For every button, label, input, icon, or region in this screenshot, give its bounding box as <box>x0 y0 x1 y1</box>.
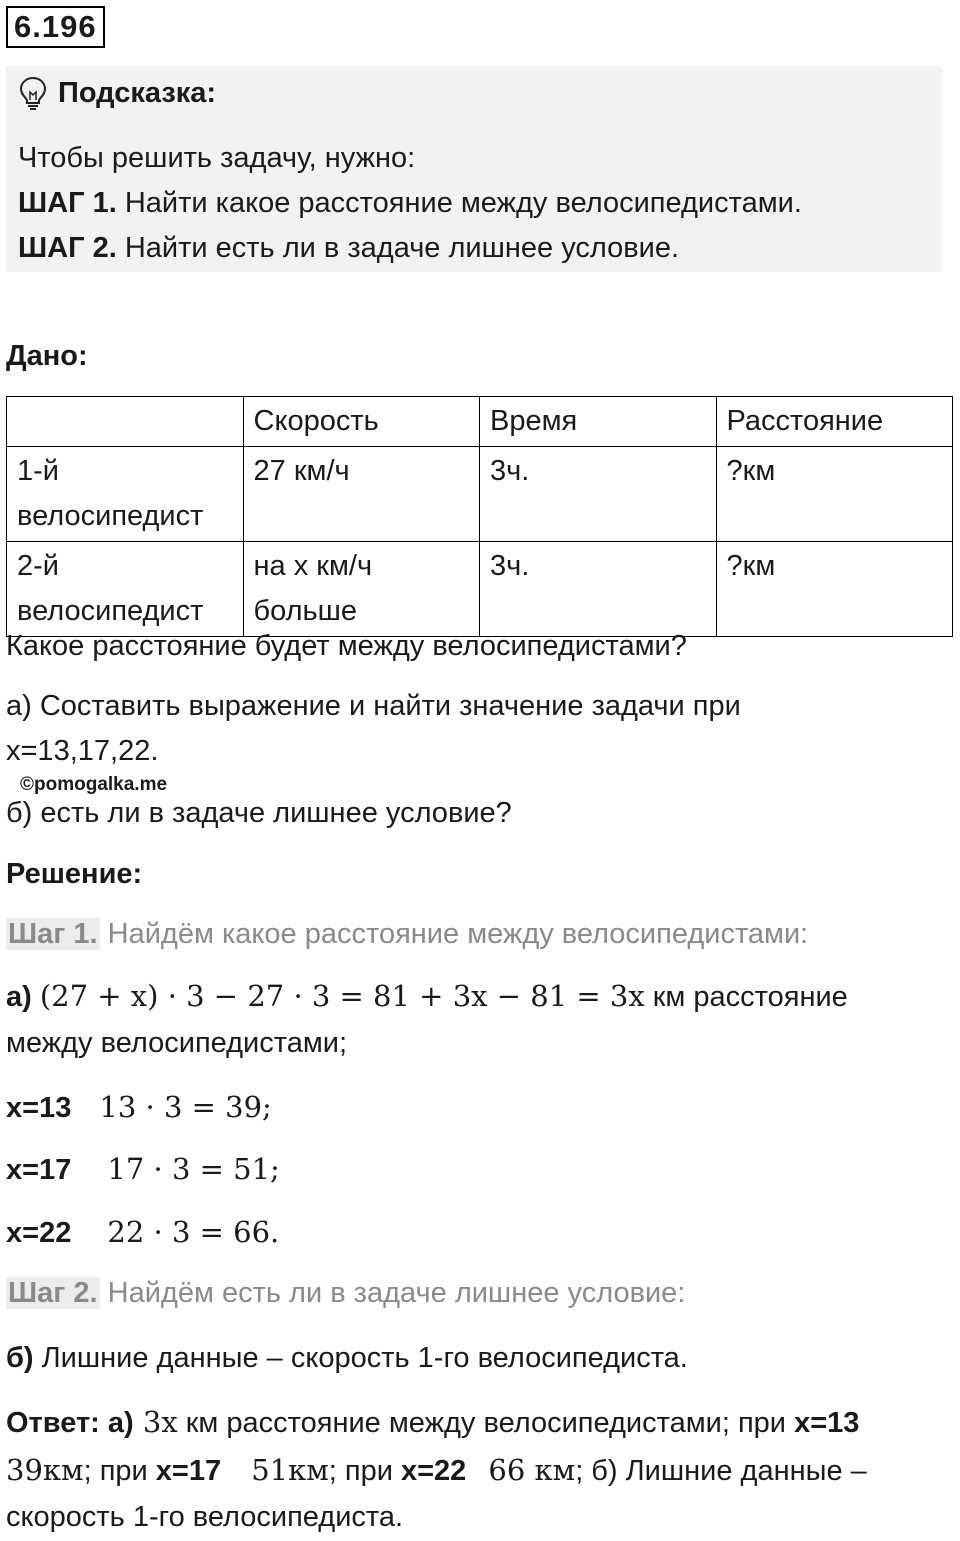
hint-step-1-text: Найти какое расстояние между велосипедистами. <box>116 187 802 219</box>
table-cell-distance: ?км <box>716 542 953 637</box>
answer-line-1: Ответ: а) 3x км расстояние между велосипедистами; при x=13 <box>6 1405 860 1439</box>
hint-title-text: Подсказка: <box>58 76 217 109</box>
given-table <box>6 396 953 637</box>
hint-step-1-label: ШАГ 1. <box>18 187 117 219</box>
evaluation-row <box>6 1090 272 1125</box>
table-header-row <box>7 397 953 447</box>
solution-a-line-2: между велосипедистами; <box>6 1027 348 1059</box>
table-header-cell: Расстояние <box>716 397 953 447</box>
step-1-text: Найдём какое расстояние между велосипедистами: <box>99 918 809 950</box>
step-1-heading <box>6 918 808 951</box>
hint-step-2-text: Найти есть ли в задаче лишнее условие. <box>116 232 680 264</box>
solution-a-line-1 <box>6 979 848 1014</box>
part-a-line-1: а) Составить выражение и найти значение задачи при <box>6 690 741 722</box>
table-header-cell: Время <box>480 397 717 447</box>
answer-line-3: скорость 1-го велосипедиста. <box>6 1501 404 1533</box>
evaluation-row <box>6 1215 279 1250</box>
evaluation-x-label: x=17 <box>6 1154 72 1186</box>
evaluation-x-label: x=13 <box>6 1092 72 1124</box>
table-cell-time: 3ч. <box>480 447 717 542</box>
solution-a-label: а) <box>6 981 32 1013</box>
step-1-label: Шаг 1. <box>8 918 98 950</box>
table-row <box>7 447 953 542</box>
table-cell-name: 2-й велосипедист <box>7 542 244 637</box>
solution-title: Решение: <box>6 858 143 890</box>
table-header-cell: Скорость <box>243 397 480 447</box>
step-2-label: Шаг 2. <box>8 1277 98 1309</box>
solution-b-label: б) <box>6 1342 34 1374</box>
hint-step-1 <box>18 187 802 220</box>
step-2-text: Найдём есть ли в задаче лишнее условие: <box>99 1277 686 1309</box>
question: Какое расстояние будет между велосипедистами? <box>6 630 687 662</box>
evaluation-x-label: x=22 <box>6 1217 72 1249</box>
hint-step-2-label: ШАГ 2. <box>18 232 117 264</box>
step-2-heading <box>6 1277 685 1310</box>
hint-intro: Чтобы решить задачу, нужно: <box>18 142 416 174</box>
hint-title <box>18 76 216 110</box>
evaluation-formula: 22 · 3 = 66. <box>107 1215 280 1249</box>
evaluation-row <box>6 1152 280 1187</box>
hint-step-2 <box>18 232 679 265</box>
watermark: ©pomogalka.me <box>20 774 168 795</box>
answer-label: Ответ: а) <box>6 1407 134 1439</box>
table-cell-name: 1-й велосипедист <box>7 447 244 542</box>
table-row <box>7 542 953 637</box>
evaluation-formula: 17 · 3 = 51; <box>107 1152 280 1186</box>
lightbulb-icon <box>18 76 48 110</box>
evaluation-formula: 13 · 3 = 39; <box>99 1090 272 1124</box>
table-cell-speed: на х км/ч больше <box>243 542 480 637</box>
table-cell-speed: 27 км/ч <box>243 447 480 542</box>
answer-line-2: 39км; при x=17 51км; при x=22 66 км; б) Лишние данные – <box>6 1453 867 1487</box>
solution-b <box>6 1342 688 1375</box>
table-cell-distance: ?км <box>716 447 953 542</box>
task-number: 6.196 <box>6 6 105 48</box>
part-b: б) есть ли в задаче лишнее условие? <box>6 797 512 829</box>
solution-b-text: Лишние данные – скорость 1-го велосипедиста. <box>33 1342 688 1374</box>
table-cell-time: 3ч. <box>480 542 717 637</box>
part-a-line-2: х=13,17,22. <box>6 735 159 767</box>
given-title: Дано: <box>6 340 88 372</box>
solution-a-formula: (27 + x) · 3 − 27 · 3 = 81 + 3x − 81 = 3x <box>39 979 645 1013</box>
table-header-cell <box>7 397 244 447</box>
solution-a-text: км расстояние <box>644 981 848 1013</box>
